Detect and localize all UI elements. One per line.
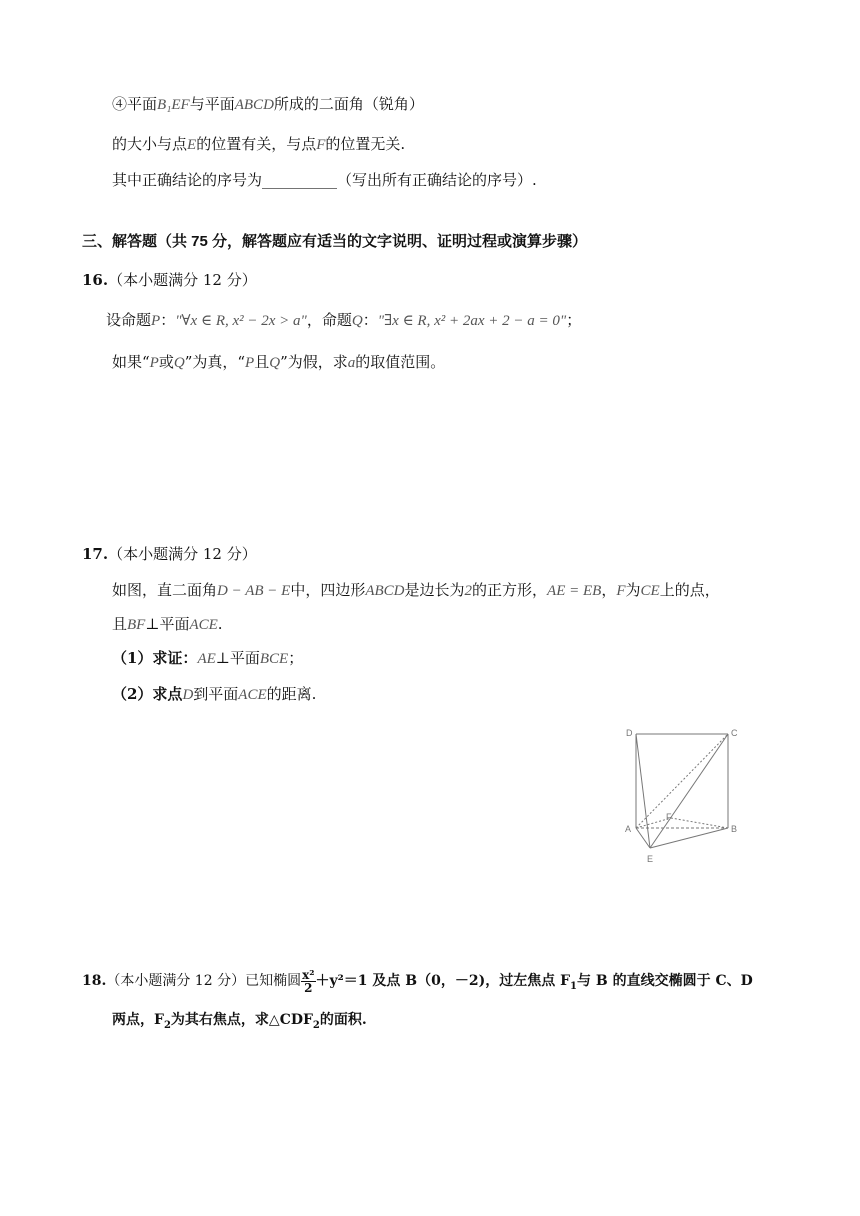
q16-text: ：: [362, 311, 378, 329]
q17-text: ⊥平面: [215, 649, 260, 667]
math-ae: AE: [197, 651, 216, 667]
q16-text: ：: [160, 311, 176, 329]
fill-blank-text: 其中正确结论的序号为: [112, 171, 263, 189]
q17-text: 的正方形，: [472, 581, 548, 599]
edge-bf: [671, 818, 728, 828]
q16-header: [82, 270, 257, 290]
q17-text: .: [217, 615, 223, 633]
item4-line2: [112, 134, 405, 155]
q18-text: 为其右焦点，求△CDF: [170, 1012, 313, 1028]
q17-text: ⊥平面: [145, 615, 190, 633]
math-ace: ACE: [189, 617, 218, 633]
q16-text: 的取值范围。: [355, 353, 446, 371]
question-score: （本小题满分 12 分）: [108, 271, 257, 289]
q16-text: ，命题: [306, 311, 352, 329]
q17-text: 是边长为: [404, 581, 465, 599]
q17-text: ；: [288, 649, 304, 667]
geometry-figure: [616, 722, 746, 870]
part-label: （1）求证：: [112, 649, 198, 667]
edge-ac: [636, 734, 728, 828]
math-a: a: [347, 355, 356, 371]
q17-part2: [112, 684, 316, 705]
label-e: E: [647, 854, 654, 864]
q17-text: 中，四边形: [290, 581, 366, 599]
label-d: D: [626, 728, 633, 738]
question-score: （本小题满分 12 分）: [106, 973, 246, 989]
item4-text: 的大小与点: [112, 135, 188, 153]
math-ce: CE: [640, 583, 660, 599]
label-f: F: [666, 812, 672, 822]
math-ace: ACE: [238, 687, 267, 703]
q18-text: ＋y²＝1 及点 B（0，－2)，过左焦点 F: [315, 973, 571, 989]
fraction-denominator: 2: [304, 980, 313, 995]
q16-line1: [106, 310, 581, 331]
q16-line2: [112, 352, 445, 373]
math-p: P: [149, 355, 159, 371]
q17-text: 上的点，: [659, 581, 720, 599]
q18-line1: [82, 968, 753, 1000]
q17-header: [82, 544, 257, 564]
math-bce: BCE: [259, 651, 289, 667]
item4-line1: [112, 94, 424, 115]
q16-text: ”为假，求: [280, 353, 348, 371]
math-proposition-p: "∀x ∈ R, x² − 2x > a": [175, 313, 307, 329]
q17-text: 为: [625, 581, 641, 599]
q18-text: 已知椭圆: [245, 973, 302, 989]
q18-text: 与 B 的直线交椭圆于 C、D: [576, 973, 753, 989]
item4-text: 的位置无关.: [325, 135, 406, 153]
subscript: 2: [163, 1019, 171, 1031]
math-abcd: ABCD: [365, 583, 405, 599]
math-two: 2: [464, 583, 473, 599]
math-proposition-q: "∃x ∈ R, x² + 2ax + 2 − a = 0": [377, 313, 567, 329]
item4-text: ④平面: [112, 95, 158, 113]
answer-blank: __________: [262, 171, 338, 189]
subscript: 1: [570, 980, 577, 992]
q16-text: 且: [254, 353, 270, 371]
math-bf: BF: [127, 617, 146, 633]
question-score: （本小题满分 12 分）: [108, 545, 257, 563]
q16-text: ”为真，“: [184, 353, 246, 371]
q18-text: 的面积.: [319, 1012, 367, 1028]
q16-text: ；: [566, 311, 582, 329]
q18-text: 两点，F: [112, 1012, 164, 1028]
math-q: Q: [351, 313, 363, 329]
q17-text: 如图，直二面角: [112, 581, 218, 599]
q17-line2: [112, 614, 223, 635]
q17-line1: [112, 580, 720, 601]
part-label: （2）求点: [112, 685, 183, 703]
math-e: E: [187, 137, 197, 153]
q16-text: 如果“: [112, 353, 150, 371]
label-b: B: [731, 824, 738, 834]
math-ae-eb: AE = EB: [547, 583, 602, 599]
question-number: 17.: [82, 545, 109, 563]
q18-line2: [112, 1010, 367, 1036]
math-q: Q: [269, 355, 281, 371]
fill-blank-line: [112, 170, 537, 190]
math-abcd: ABCD: [234, 97, 274, 113]
q17-text: 且: [112, 615, 128, 633]
label-a: A: [625, 824, 632, 834]
q16-text: 或: [158, 353, 174, 371]
math-dihedral: D − AB − E: [217, 583, 291, 599]
math-p: P: [245, 355, 255, 371]
question-number: 18.: [82, 973, 107, 989]
q17-text: 到平面: [193, 685, 239, 703]
item4-text: 的位置有关，与点: [196, 135, 317, 153]
fraction-x2-over-2: [301, 969, 315, 994]
fill-blank-hint: （写出所有正确结论的序号）.: [337, 171, 537, 189]
q17-part1: [112, 648, 303, 669]
math-d: D: [182, 687, 194, 703]
label-c: C: [731, 728, 738, 738]
math-f: F: [316, 137, 326, 153]
question-number: 16.: [82, 271, 109, 289]
fraction-numerator: x²: [302, 967, 315, 982]
math-f: F: [616, 583, 626, 599]
q16-text: 设命题: [106, 311, 152, 329]
item4-text: 所成的二面角（锐角）: [273, 95, 424, 113]
q17-text: ，: [601, 581, 617, 599]
q17-text: 的距离.: [266, 685, 317, 703]
math-p: P: [151, 313, 161, 329]
subscript: 2: [312, 1019, 320, 1031]
math-b1ef: B₁EF: [157, 97, 190, 113]
item4-text: 与平面: [189, 95, 235, 113]
math-q: Q: [173, 355, 185, 371]
section-title: 三、解答题（共 75 分，解答题应有适当的文字说明、证明过程或演算步骤）: [82, 233, 588, 250]
